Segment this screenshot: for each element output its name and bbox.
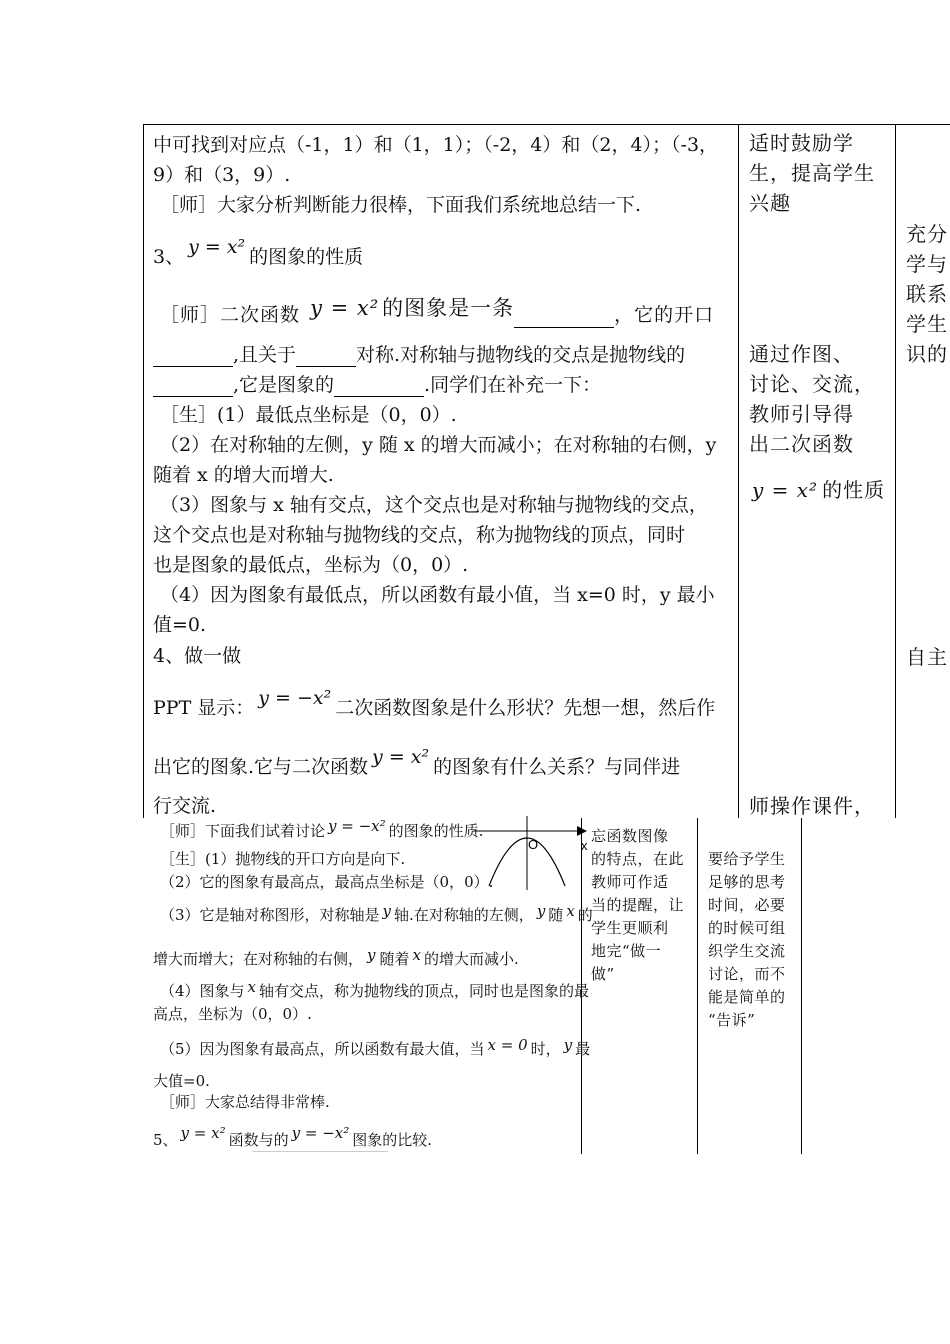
text-line (160, 904, 593, 925)
text-span: 轴有交点，称为抛物线的顶点，同时也是图象的最 (259, 982, 590, 1000)
text-line: 值=0. (153, 614, 207, 636)
text-line: ［生］(1）抛物线的开口方向是向下. (160, 850, 406, 868)
math-var: x (566, 902, 575, 920)
fill-blank[interactable] (296, 348, 356, 367)
text-line: （2）它的图象有最高点，最高点坐标是（0，0）. (160, 873, 494, 891)
text-span: 的图象是一条 (382, 296, 515, 320)
underline-mark (252, 1151, 388, 1152)
note-text: 忘函数图像 (591, 827, 669, 845)
text-span: 最 (575, 1040, 591, 1058)
text-line: 这个交点也是对称轴与抛物线的交点，称为抛物线的顶点，同时 (153, 524, 686, 546)
text-span: 的图象有什么关系？与同伴进 (433, 756, 681, 778)
text-line: 也是图象的最低点，坐标为（0，0）. (153, 554, 469, 576)
note-text: “告诉” (708, 1011, 756, 1029)
text-line: 行交流. (153, 795, 217, 817)
math-formula: x = 0 (487, 1036, 528, 1054)
text-span: 二次函数图象是什么形状？先想一想，然后作 (335, 697, 716, 719)
note-text: 师操作课件， (749, 794, 875, 818)
text-line: ［师］大家总结得非常棒. (160, 1093, 330, 1111)
math-var: x (412, 946, 421, 964)
fill-blank[interactable] (153, 348, 233, 367)
math-var: x (247, 978, 257, 996)
origin-label: O (528, 837, 539, 852)
math-formula: y = x² (310, 296, 380, 320)
note-text: 识的 (906, 342, 948, 366)
text-span: 随着 (379, 950, 410, 968)
note-text: 教师引导得 (749, 402, 854, 426)
text-line (160, 980, 589, 1001)
text-line: （4）因为图象有最低点，所以函数有最小值，当 x=0 时，y 最小 (160, 584, 715, 606)
note-text: 要给予学生 (708, 850, 786, 868)
note-text: 讨论，而不 (708, 965, 786, 983)
table-top-border (143, 124, 950, 125)
question-line-3 (153, 370, 601, 397)
math-formula: y = x² (372, 746, 430, 768)
note-text: 做” (591, 965, 615, 983)
math-formula: y = x² (188, 236, 246, 258)
text-span: 随 (548, 906, 564, 924)
text-span: 出它的图象.它与二次函数 (153, 756, 369, 778)
lower-divider-2 (697, 818, 698, 1154)
text-span: 时， (530, 1040, 561, 1058)
note-text: 联系 (906, 282, 948, 306)
note-formula-line (752, 474, 885, 503)
note-text: 适时鼓励学 (749, 131, 854, 155)
section-title: 的图象的性质 (249, 246, 364, 268)
text-span: .同学们在补充一下： (424, 374, 602, 396)
section-5-heading (153, 1124, 433, 1150)
text-span: ［师］下面我们试着讨论 (160, 822, 326, 840)
text-span: （5）因为图象有最高点，所以函数有最大值，当 (160, 1040, 485, 1058)
note-text: 讨论、交流， (749, 372, 875, 396)
note-text: 当的提醒，让 (591, 896, 685, 914)
fill-blank[interactable] (334, 378, 424, 397)
text-line (160, 1038, 590, 1059)
column-divider-2 (895, 124, 896, 818)
note-text: 自主 (906, 645, 948, 669)
math-formula: y = x² (752, 478, 819, 502)
note-text: 足够的思考 (708, 873, 786, 891)
math-formula: y = −x² (291, 1124, 350, 1142)
section-3-heading (153, 236, 364, 269)
text-span: ,它是图象的 (233, 374, 335, 396)
text-span: 的 (577, 906, 593, 924)
note-text: 充分 (906, 222, 948, 246)
note-text: 学生 (906, 312, 948, 336)
note-text: 时间，必要 (708, 896, 786, 914)
question-line-1 (160, 298, 714, 328)
column-divider-1 (738, 124, 739, 818)
note-text: 出二次函数 (749, 432, 854, 456)
text-span: ［师］二次函数 (160, 304, 301, 326)
text-line: 大值=0. (153, 1072, 210, 1090)
text-span: 增大而增大；在对称轴的右侧， (153, 950, 364, 968)
text-line: （2）在对称轴的左侧，y 随 x 的增大而减小；在对称轴的右侧，y (160, 434, 717, 456)
table-left-border (143, 124, 144, 818)
text-line: 高点，坐标为（0，0）. (153, 1005, 312, 1023)
text-span: 轴.在对称轴的左侧， (394, 906, 534, 924)
text-line: （3）图象与 x 轴有交点，这个交点也是对称轴与抛物线的交点， (160, 494, 708, 516)
note-text: 兴趣 (749, 191, 791, 215)
note-text: 学生更顺利 (591, 919, 669, 937)
text-span: ,且关于 (233, 344, 297, 366)
math-formula: y = −x² (328, 817, 386, 835)
text-line: ［师］大家分析判断能力很棒，下面我们系统地总结一下. (160, 194, 642, 216)
note-text: 通过作图、 (749, 342, 854, 366)
text-span: 图象的比较. (352, 1131, 433, 1149)
text-line: 9）和（3，9）. (153, 164, 291, 186)
math-var: y (563, 1036, 573, 1054)
section-number: 3、 (153, 246, 185, 268)
text-span: 的图象的性质. (388, 822, 484, 840)
text-span: （3）它是轴对称图形，对称轴是 (160, 906, 380, 924)
note-text: 教师可作适 (591, 873, 669, 891)
section-4-heading: 4、做一做 (153, 645, 242, 667)
math-var: y (382, 902, 392, 920)
math-formula: y = x² (180, 1124, 226, 1142)
text-span: ，它的开口 (614, 304, 715, 326)
fill-blank[interactable] (153, 378, 233, 397)
text-span: （4）图象与 (160, 982, 245, 1000)
note-text: 生，提高学生 (749, 161, 875, 185)
text-line: 随着 x 的增大而增大. (153, 464, 334, 486)
text-line: ［生］(1）最低点坐标是（0，0）. (160, 404, 457, 426)
text-span: 的性质 (822, 478, 886, 502)
question-line-2 (153, 340, 685, 367)
text-line: 中可找到对应点（-1，1）和（1，1）；（-2，4）和（2，4）；（-3， (153, 134, 719, 156)
note-text: 的特点，在此 (591, 850, 685, 868)
fill-blank[interactable] (514, 309, 614, 328)
text-span: 的增大而减小. (423, 950, 519, 968)
text-line (160, 817, 484, 841)
note-text: 学与 (906, 252, 948, 276)
note-text: 能是简单的 (708, 988, 786, 1006)
math-var: y (536, 902, 546, 920)
ppt-line (153, 687, 716, 720)
note-text: 的时候可组 (708, 919, 786, 937)
math-formula: y = −x² (258, 687, 332, 709)
text-span: PPT 显示： (153, 697, 255, 719)
lower-divider-3 (801, 818, 802, 1154)
text-line (153, 948, 519, 969)
x-axis-label: x (581, 838, 588, 853)
section-number: 5、 (153, 1131, 178, 1149)
math-var: y (367, 946, 376, 964)
note-text: 织学生交流 (708, 942, 786, 960)
text-span: 对称.对称轴与抛物线的交点是抛物线的 (356, 344, 686, 366)
note-text: 地完“做一 (591, 942, 662, 960)
ppt-line-2 (153, 746, 681, 779)
text-span: 函数与的 (228, 1131, 289, 1149)
